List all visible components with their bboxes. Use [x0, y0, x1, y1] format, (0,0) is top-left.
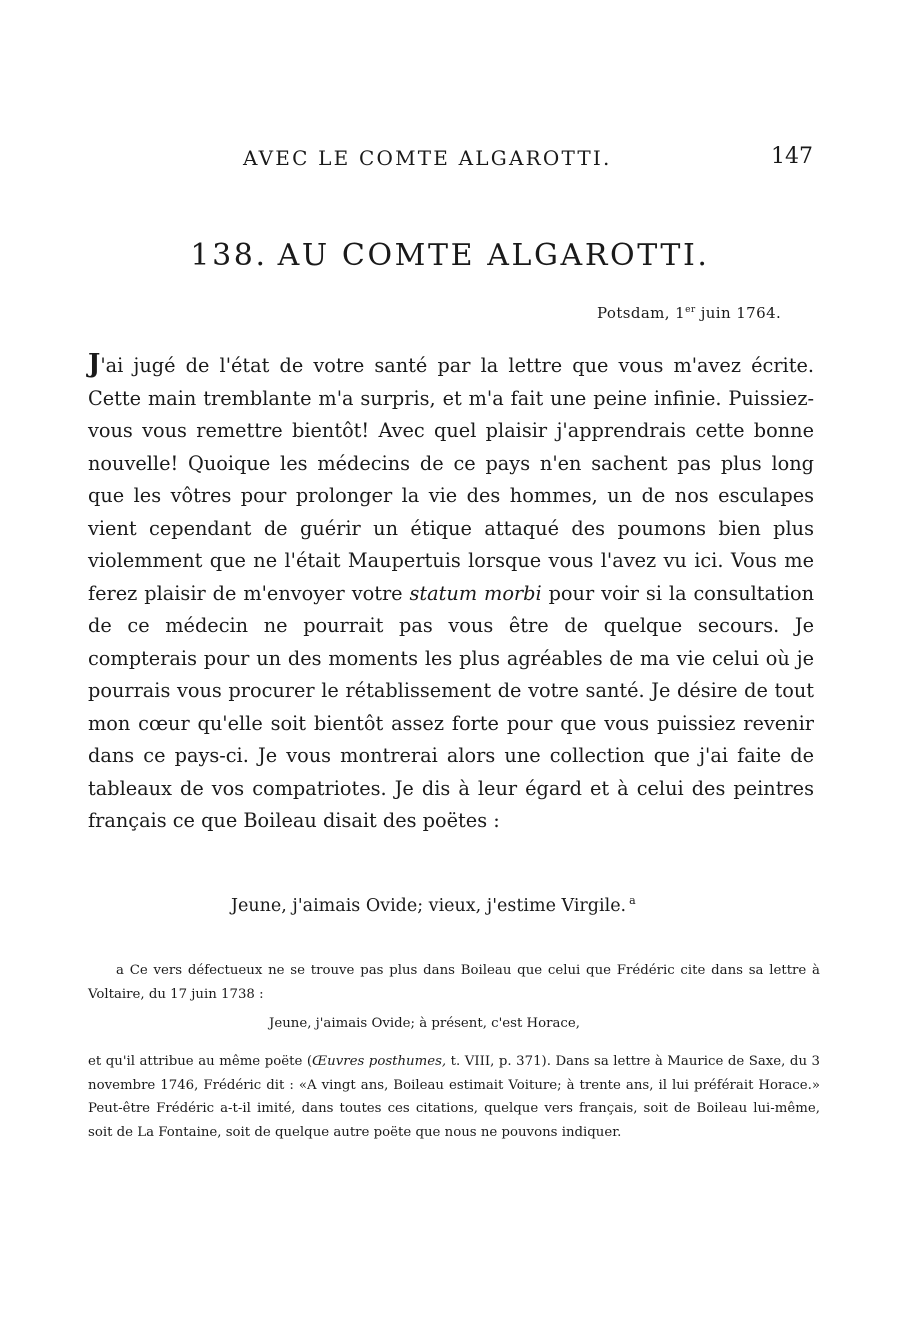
dateline-sup: er: [685, 305, 696, 315]
body-text-2: pour voir si la consultation de ce médecin ne pourrait pas vous être de quelque secours. Je compterais pour un des moments les plus agréables de ma vie celui où je pourrais vous procurer le rétablissement de votre santé. Je désire de tout mon cœur qu'elle soit bientôt assez forte pour que vous puissiez revenir dans ce pays-ci. Je vous montrerai alors une collection que j'ai faite de tableaux de vos compatriotes. Je dis à leur égard et à celui des peintres français ce que Boileau disait des poëtes :: [88, 581, 814, 832]
drop-cap: J: [88, 349, 101, 379]
body-italic: statum morbi: [409, 581, 542, 605]
letter-body: [88, 348, 814, 838]
footnote-text-2b: t. VIII, p. 371). Dans sa lettre à Maurice de Saxe, du 3 novembre 1746, Frédéric dit : «A vingt ans, Boileau estimait Voiture; à trente ans, il lui préférait Horace.» Peut-être Frédéric a-t-il imité, dans toutes ces citations, quelque vers français, soit de Boileau lui-même, soit de La Fontaine, soit de quelque autre poëte que nous ne pouvons indiquer.: [88, 1054, 820, 1140]
quoted-verse: [231, 894, 636, 916]
running-head: AVEC LE COMTE ALGAROTTI.: [243, 146, 612, 170]
footnote-part-2: [88, 1050, 820, 1144]
footnote-mark: a: [116, 963, 124, 978]
dateline-place: Potsdam, 1: [597, 304, 686, 322]
dateline: [597, 304, 781, 322]
footnote-italic: Œuvres posthumes,: [312, 1054, 447, 1069]
dateline-date: juin 1764.: [695, 304, 782, 322]
footnote-text-1: Ce vers défectueux ne se trouve pas plus dans Boileau que celui que Frédéric cite dans sa lettre à Voltaire, du 17 juin 1738 :: [88, 963, 820, 1002]
footnote-text-2a: et qu'il attribue au même poëte (: [88, 1054, 313, 1069]
verse-line: Jeune, j'aimais Ovide; vieux, j'estime Virgile.: [231, 895, 627, 916]
footnote-verse: Jeune, j'aimais Ovide; à présent, c'est Horace,: [269, 1016, 580, 1031]
letter-number: 138.: [190, 238, 268, 273]
body-text-1: 'ai jugé de l'état de votre santé par la lettre que vous m'avez écrite. Cette main tremblante m'a surpris, et m'a fait une peine infinie. Puissiez-vous vous remettre bientôt! Avec quel plaisir j'apprendrais cette bonne nouvelle! Quoique les médecins de ce pays n'en sachent pas plus long que les vôtres pour prolonger la vie des hommes, un de nos esculapes vient cependant de guérir un étique attaqué des poumons bien plus violemment que ne l'était Maupertuis lorsque vous l'avez vu ici. Vous me ferez plaisir de m'envoyer votre: [88, 354, 814, 605]
page-number: 147: [771, 144, 813, 169]
footnote-reference: a: [629, 894, 636, 907]
letter-title: [0, 238, 900, 273]
footnote-part-1: [88, 959, 820, 1006]
letter-heading: AU COMTE ALGAROTTI.: [277, 238, 710, 273]
